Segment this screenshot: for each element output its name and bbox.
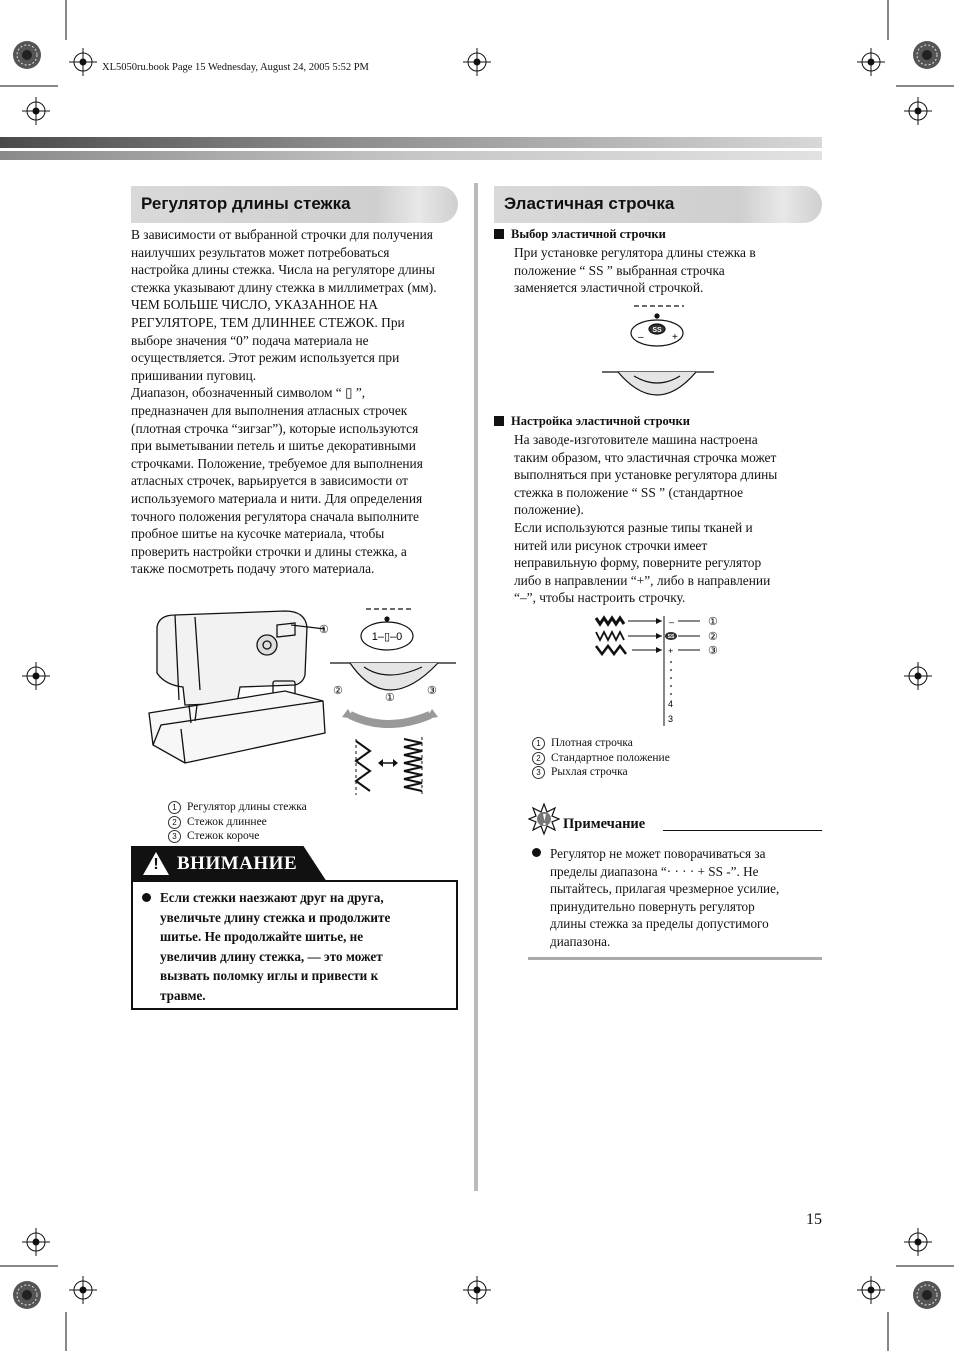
text-line: положение).: [514, 502, 584, 518]
legend-number: 3: [168, 830, 181, 843]
subheading-text: Настройка эластичной строчки: [511, 414, 690, 428]
stretch-adjust-scale-illustration: [592, 612, 732, 732]
legend-text: Стежок короче: [187, 830, 260, 842]
text-line: стежка указывают длину стежка в миллиметрах (мм).: [131, 279, 437, 295]
legend-text: Регулятор длины стежка: [187, 801, 307, 813]
crosshair-mark: [904, 662, 932, 690]
crosshair-mark: [22, 1228, 50, 1256]
legend-number: 1: [532, 737, 545, 750]
section-title: Эластичная строчка: [504, 194, 675, 213]
text-line: атласных строчек, варьируется в зависимости от: [131, 473, 408, 489]
color-target-mark: [13, 1281, 41, 1309]
square-bullet-icon: [494, 416, 504, 426]
legend-item: [532, 736, 752, 751]
legend-number: 3: [532, 766, 545, 779]
legend-number: 1: [168, 801, 181, 814]
crosshair-mark: [904, 1228, 932, 1256]
sewing-machine-illustration: [145, 605, 335, 770]
stretch-dial-illustration: [600, 300, 720, 400]
text-line: настройка длины стежка. Числа на регуляторе длины: [131, 262, 435, 278]
callout-2-text: ②: [708, 631, 718, 643]
color-target-mark: [913, 1281, 941, 1309]
text-line: выполняться при установке регулятора длины: [514, 467, 778, 483]
crosshair-mark: [857, 1276, 885, 1304]
text-line: ЧЕМ БОЛЬШЕ ЧИСЛО, УКАЗАННОЕ НА: [131, 297, 378, 313]
adjust-stretch-text: [514, 431, 822, 607]
stretch-legend: [532, 736, 752, 780]
legend-text: Стежок длиннее: [187, 815, 267, 828]
scale-four: 4: [668, 699, 674, 709]
subheading-adjust-stretch: [494, 414, 690, 429]
note-rule: [663, 830, 822, 831]
exclamation-icon: !: [153, 856, 159, 873]
text-line: также посмотреть подачу этого материала.: [131, 561, 375, 577]
page-number: 15: [806, 1211, 822, 1228]
crosshair-mark: [463, 48, 491, 76]
color-target-mark: [13, 41, 41, 69]
scale-ss: SS: [667, 634, 675, 640]
legend-text: Плотная строчка: [551, 737, 633, 749]
legend-item: [532, 765, 752, 780]
text-line: при выметывании петель и шитье декоративными: [131, 438, 416, 454]
text-line: выборе значения “0” подача материала не: [131, 332, 369, 348]
callout-1-text: ①: [708, 616, 718, 628]
section-heading-stretch-stitch: [494, 186, 822, 223]
section-title: Регулятор длины стежка: [141, 194, 351, 213]
select-stretch-text: [514, 244, 822, 297]
crosshair-mark: [22, 662, 50, 690]
crosshair-mark: [904, 97, 932, 125]
caution-text: [160, 888, 446, 1005]
text-line: пробное шитье на кусочке материала, чтобы: [131, 526, 385, 542]
subheading-text: Выбор эластичной строчки: [511, 227, 666, 241]
stitch-length-text: [131, 226, 461, 578]
callout-3-text: ③: [708, 645, 718, 657]
header-band: [0, 137, 822, 148]
text-line: положение “ SS ” выбранная строчка: [514, 262, 725, 278]
text-line: При установке регулятора длины стежка в: [514, 245, 756, 260]
note-line: пределы диапазона “· · · · + SS -”. Не: [550, 863, 759, 879]
subheading-select-stretch: [494, 227, 666, 242]
note-icon: [528, 803, 560, 835]
dial-scale-text: 1–▯–0: [371, 631, 403, 643]
caution-label: ВНИМАНИЕ: [177, 853, 298, 874]
text-line: “–”, чтобы настроить строчку.: [514, 590, 686, 606]
legend-item: [168, 815, 368, 830]
text-line: пришивании пуговиц.: [131, 367, 257, 383]
text-line: осуществляется. Этот режим используется при: [131, 350, 400, 366]
text-line: предназначен для выполнения атласных строчек: [131, 402, 408, 418]
legend-item: [532, 751, 752, 766]
square-bullet-icon: [494, 229, 504, 239]
scale-plus: +: [668, 646, 674, 656]
legend-text: Рыхлая строчка: [551, 766, 628, 778]
header-band-light: [0, 151, 822, 160]
text-line: строчками. Положение, требуемое для выполнения: [131, 455, 423, 471]
text-line: точного положения регулятора сначала выполните: [131, 508, 419, 524]
caution-line: вызвать поломку иглы и привести к: [160, 968, 379, 983]
dial-minus: –: [638, 332, 644, 343]
callout-1-text: ①: [385, 692, 395, 704]
bullet-icon: [532, 848, 541, 857]
ss-symbol: SS: [652, 327, 662, 334]
note-line: диапазона.: [550, 933, 611, 949]
caution-line: увеличьте длину стежка и продолжите: [160, 909, 391, 925]
crosshair-mark: [69, 48, 97, 76]
text-line: На заводе-изготовителе машина настроена: [514, 432, 758, 447]
text-line: заменяется эластичной строчкой.: [514, 280, 704, 296]
caution-line: увеличив длину стежка, — это может: [160, 948, 383, 964]
section-heading-stitch-length: [131, 186, 458, 223]
caution-line: травме.: [160, 987, 206, 1003]
callout-1-text: ①: [319, 624, 329, 636]
text-line: проверить настройки строчки и длины стежка, а: [131, 543, 407, 559]
text-line: наилучших результатов может потребоваться: [131, 244, 390, 260]
text-line: В зависимости от выбранной строчки для получения: [131, 227, 433, 242]
color-target-mark: [913, 41, 941, 69]
note-title: Примечание: [563, 816, 646, 832]
note-bottom-rule: [528, 957, 822, 960]
note-line: пытайтесь, прилагая чрезмерное усилие,: [550, 881, 780, 897]
stitch-length-legend: [168, 800, 368, 844]
text-line: неправильную форму, поверните регулятор: [514, 555, 762, 571]
note-text: [550, 845, 822, 951]
legend-text: Стандартное положение: [551, 751, 670, 764]
stitch-length-dial-illustration: [330, 605, 460, 805]
dial-plus: +: [672, 332, 678, 343]
note-line: Регулятор не может поворачиваться за: [550, 846, 766, 861]
text-line: (плотная строчка “зигзаг”), которые используются: [131, 420, 419, 436]
crosshair-mark: [857, 48, 885, 76]
legend-number: 2: [532, 752, 545, 765]
callout-2-text: ②: [333, 685, 343, 697]
text-line: таким образом, что эластичная строчка может: [514, 449, 777, 465]
crosshair-mark: [69, 1276, 97, 1304]
text-line: нитей или рисунок строчки имеет: [514, 537, 708, 553]
text-line: стежка в положение “ SS ” (стандартное: [514, 484, 744, 500]
note-line: принудительно повернуть регулятор: [550, 898, 755, 914]
column-divider: [474, 183, 478, 1191]
scale-minus: –: [669, 617, 675, 627]
bullet-icon: [142, 893, 151, 902]
text-line: используемого материала и нити. Для определения: [131, 490, 423, 506]
callout-3-text: ③: [427, 685, 437, 697]
text-line: Диапазон, обозначенный символом “ ▯ ”,: [131, 385, 366, 401]
text-line: Если используются разные типы тканей и: [514, 519, 753, 535]
caution-line: Если стежки наезжают друг на друга,: [160, 890, 384, 905]
note-line: длины стежка за пределы допустимого: [550, 916, 769, 932]
crosshair-mark: [22, 97, 50, 125]
print-info: XL5050ru.book Page 15 Wednesday, August 24, 2005 5:52 PM: [102, 62, 369, 73]
legend-item: [168, 829, 368, 844]
scale-three: 3: [668, 714, 674, 724]
crosshair-mark: [463, 1276, 491, 1304]
text-line: либо в направлении “+”, либо в направлении: [514, 572, 771, 588]
legend-item: [168, 800, 368, 815]
text-line: РЕГУЛЯТОРЕ, ТЕМ ДЛИННЕЕ СТЕЖОК. При: [131, 314, 405, 330]
legend-number: 2: [168, 816, 181, 829]
caution-line: шитье. Не продолжайте шитье, не: [160, 929, 364, 944]
